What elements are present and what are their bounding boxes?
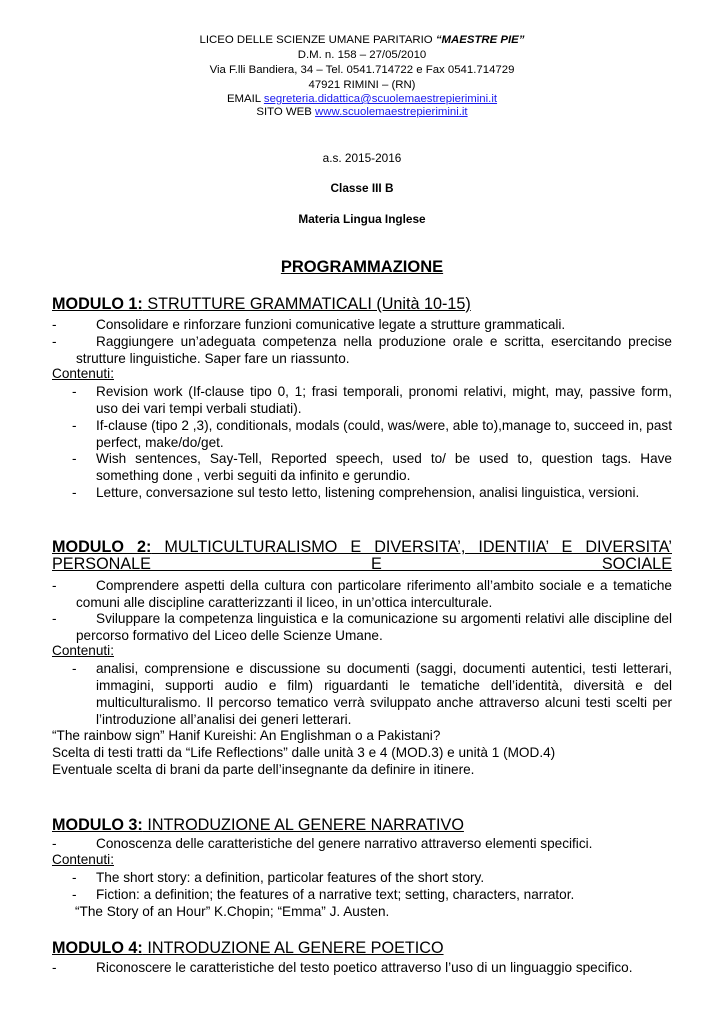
- module-title: INTRODUZIONE AL GENERE POETICO: [142, 939, 444, 957]
- module-2-heading: [52, 539, 672, 573]
- module-3-heading: [52, 817, 672, 834]
- objective-text: Consolidare e rinforzare funzioni comunicative legate a strutture grammaticali.: [96, 317, 566, 332]
- module-label: MODULO 4:: [52, 939, 143, 957]
- dash-bullet: -: [52, 836, 57, 851]
- dash-bullet: -: [72, 418, 77, 433]
- dash-bullet: -: [52, 611, 57, 626]
- dash-bullet: -: [72, 384, 77, 399]
- objective-text: Raggiungere un’adeguata competenza nella produzione orale e scritta, esercitando precise strutture linguistiche. Saper fare un riassunto.: [76, 334, 672, 366]
- objective-text: Conoscenza delle caratteristiche del genere narrativo attraverso elementi specifici.: [96, 836, 593, 851]
- module-1-heading: [52, 296, 672, 313]
- content-text: analisi, comprensione e discussione su documenti (saggi, documenti autentici, testi letterari, immagini, supporti audio e film) riguardanti le tematiche dell’identità, diversità e del multiculturalismo. Il percorso tematico verrà sviluppato anche attraverso alcuni testi scelti per l’introduzione all’analisi dei generi letterari.: [96, 661, 672, 727]
- dash-bullet: -: [72, 870, 77, 885]
- module-4-heading: [52, 940, 672, 957]
- reading-note: Scelta di testi tratti da “Life Reflections” dalle unità 3 e 4 (MOD.3) e unità 1 (MOD.4): [52, 745, 556, 760]
- dash-bullet: -: [52, 960, 57, 975]
- module-label: MODULO 3:: [52, 816, 143, 834]
- reading-note: Eventuale scelta di brani da parte dell’insegnante da definire in itinere.: [52, 762, 475, 777]
- content-text: Letture, conversazione sul testo letto, listening comprehension, analisi linguistica, versioni.: [96, 485, 640, 500]
- address-line: Via F.lli Bandiera, 34 – Tel. 0541.714722 e Fax 0541.714729: [209, 64, 515, 76]
- email-link[interactable]: segreteria.didattica@scuolemaestrepierimini.it: [263, 93, 498, 105]
- email-label: EMAIL: [226, 93, 264, 105]
- module-title: MULTICULTURALISMO E DIVERSITA’, IDENTIIA’ E DIVERSITA’ PERSONALE E SOCIALE: [52, 538, 672, 573]
- dash-bullet: -: [72, 451, 77, 466]
- content-text: The short story: a definition, particolar features of the short story.: [96, 870, 485, 885]
- school-name: “MAESTRE PIE”: [435, 34, 525, 46]
- website-link[interactable]: www.scuolemaestrepierimini.it: [315, 106, 468, 118]
- objective-text: Riconoscere le caratteristiche del testo poetico attraverso l’uso di un linguaggio specifico.: [96, 960, 633, 975]
- dash-bullet: -: [72, 887, 77, 902]
- city-line: 47921 RIMINI – (RN): [308, 79, 416, 91]
- module-label: MODULO 1:: [52, 295, 143, 313]
- subject-label: Materia Lingua Inglese: [298, 212, 426, 226]
- content-text: If-clause (tipo 2 ,3), conditionals, modals (could, was/were, able to),manage to, succeed in, past perfect, make/do/get.: [96, 418, 672, 450]
- dash-bullet: -: [52, 317, 57, 332]
- dash-bullet: -: [72, 661, 77, 676]
- objective-text: Comprendere aspetti della cultura con particolare riferimento all’ambito sociale e a tematiche comuni alle discipline caratterizzanti il liceo, in un’ottica interculturale.: [76, 578, 672, 610]
- page-title: PROGRAMMAZIONE: [280, 258, 444, 276]
- decree-line: D.M. n. 158 – 27/05/2010: [297, 49, 427, 61]
- school-prefix: LICEO DELLE SCIENZE UMANE PARITARIO: [199, 34, 436, 46]
- contents-label: Contenuti:: [52, 366, 114, 381]
- dash-bullet: -: [72, 485, 77, 500]
- reading-note: “The Story of an Hour” K.Chopin; “Emma” J. Austen.: [75, 904, 390, 919]
- objective-text: Sviluppare la competenza linguistica e la comunicazione su argomenti relativi alle discipline del percorso formativo del Liceo delle Scienze Umane.: [76, 611, 672, 643]
- website-line: [0, 105, 724, 120]
- content-text: Fiction: a definition; the features of a narrative text; setting, characters, narrator.: [96, 887, 575, 902]
- school-year: a.s. 2015-2016: [322, 151, 402, 165]
- contents-label: Contenuti:: [52, 643, 114, 658]
- module-title: STRUTTURE GRAMMATICALI (Unità 10-15): [142, 295, 471, 313]
- module-label: MODULO 2:: [52, 538, 152, 556]
- dash-bullet: -: [52, 334, 57, 349]
- content-text: Wish sentences, Say-Tell, Reported speech, used to/ be used to, question tags. Have something done , verbi seguiti da infinito e gerundio.: [96, 451, 672, 483]
- class-label: Classe III B: [330, 181, 394, 195]
- school-name-line: [0, 33, 724, 48]
- contents-label: Contenuti:: [52, 852, 114, 867]
- dash-bullet: -: [52, 578, 57, 593]
- module-title: INTRODUZIONE AL GENERE NARRATIVO: [142, 816, 464, 834]
- reading-note: “The rainbow sign” Hanif Kureishi: An Englishman o a Pakistani?: [52, 728, 441, 743]
- website-label: SITO WEB: [256, 106, 316, 118]
- content-text: Revision work (If-clause tipo 0, 1; frasi temporali, pronomi relativi, might, may, passive form, uso dei vari tempi verbali studiati).: [96, 384, 672, 416]
